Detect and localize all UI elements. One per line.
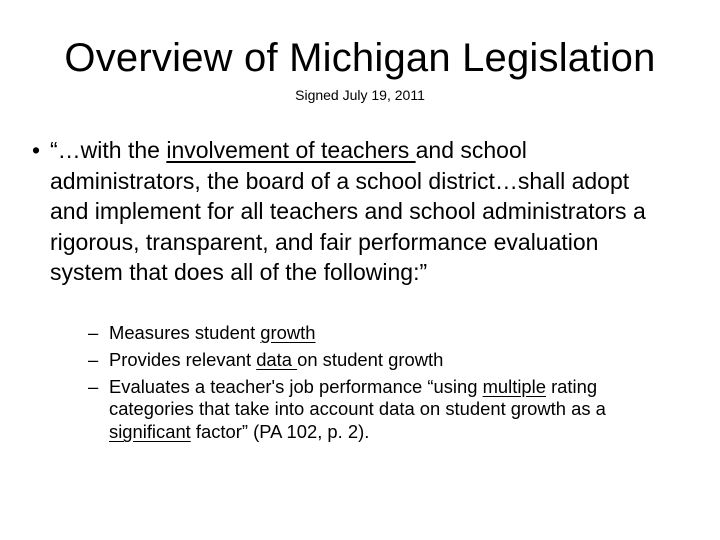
- sub-bullet-marker: –: [88, 348, 99, 370]
- sub-bullet-underlined: multiple: [482, 375, 546, 397]
- main-bullet-text-1: “…with the: [50, 137, 167, 163]
- sub-bullet-text-mid: rating categories that take into account data on student growth as a: [109, 375, 606, 420]
- slide-title: Overview of Michigan Legislation: [64, 36, 656, 80]
- main-bullet-text-2: and school administrators, the board of a school district…shall adopt and implement for all teachers and school administrators a rigorous, transparent, and fair performance evaluation system that does all of the following:”: [50, 137, 646, 286]
- sub-bullet-growth: [88, 322, 649, 345]
- sub-bullet-text-end: on student growth: [297, 348, 444, 370]
- sub-bullet-text: Measures student: [109, 322, 261, 343]
- sub-bullet-data: [88, 348, 649, 372]
- main-bullet: [32, 135, 668, 288]
- sub-bullet-underlined-significant: significant: [109, 421, 191, 443]
- sub-bullet-underlined: growth: [260, 322, 316, 343]
- sub-bullet-marker: –: [88, 322, 99, 343]
- bullet-marker: •: [32, 137, 41, 163]
- sub-bullet-text: Evaluates a teacher's job performance “using: [109, 375, 483, 397]
- sub-bullet-underlined: data: [256, 348, 298, 370]
- sub-bullet-text: Provides relevant: [109, 348, 257, 370]
- sub-bullet-list: [88, 322, 649, 448]
- sub-bullet-marker: –: [88, 375, 99, 397]
- main-bullet-underlined-teachers: involvement of teachers: [166, 137, 416, 163]
- sub-bullet-evaluates: [88, 375, 649, 444]
- sub-bullet-text-end: factor” (PA 102, p. 2).: [190, 421, 370, 443]
- slide-subtitle: Signed July 19, 2011: [295, 87, 425, 103]
